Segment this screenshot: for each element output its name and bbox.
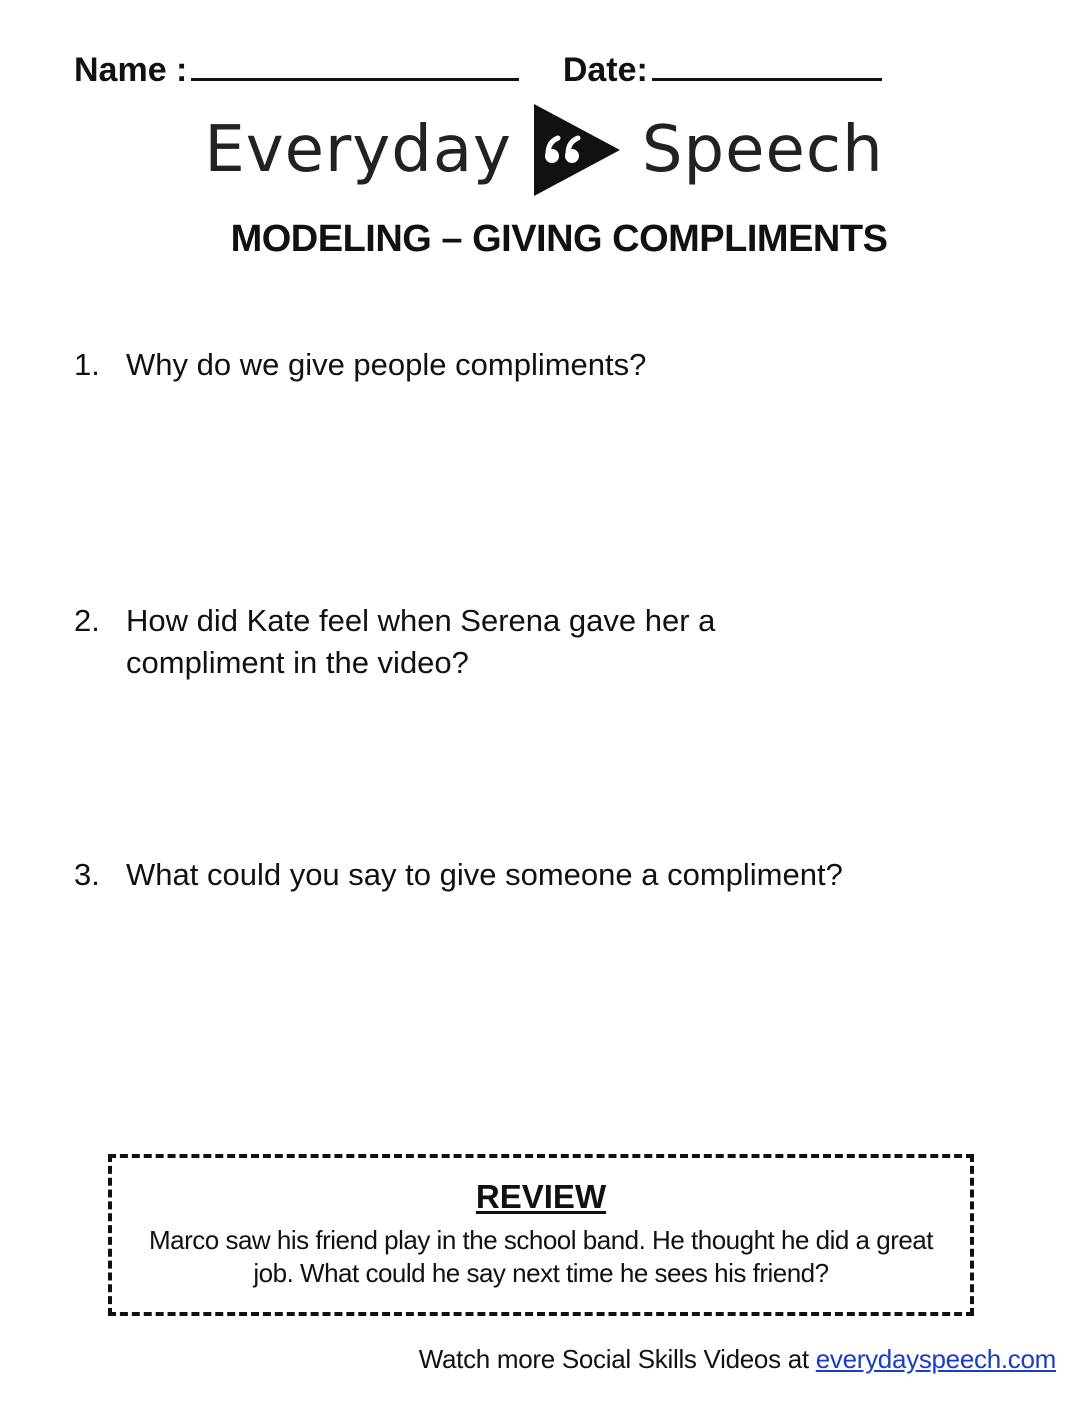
question-number: 1.	[74, 347, 100, 382]
footer-text: Watch more Social Skills Videos at	[418, 1344, 816, 1374]
review-text: Marco saw his friend play in the school band. He thought he did a great job. What could he say next time he sees his friend?	[149, 1225, 933, 1288]
question-number: 2.	[74, 603, 100, 638]
play-quote-icon	[534, 104, 620, 196]
question-2	[74, 600, 834, 684]
question-text: What could you say to give someone a compliment?	[126, 857, 843, 892]
worksheet-title: MODELING – GIVING COMPLIMENTS	[230, 218, 888, 260]
name-blank-line[interactable]	[191, 48, 519, 81]
header-fields	[74, 48, 882, 90]
logo-word-right: Speech	[641, 113, 884, 187]
question-number: 3.	[74, 857, 100, 892]
footer	[419, 1344, 1056, 1375]
review-box	[108, 1154, 974, 1316]
date-blank-line[interactable]	[652, 48, 882, 81]
name-field[interactable]	[74, 48, 519, 90]
date-label: Date:	[562, 51, 648, 89]
name-label: Name :	[74, 51, 188, 89]
footer-link[interactable]: everydayspeech.com	[815, 1344, 1056, 1374]
question-1	[74, 344, 974, 386]
logo-word-left: Everyday	[204, 113, 512, 187]
everyday-speech-logo	[0, 104, 1088, 196]
question-3	[74, 854, 974, 896]
question-text: Why do we give people compliments?	[126, 347, 647, 382]
question-text: How did Kate feel when Serena gave her a compliment in the video?	[126, 603, 716, 680]
review-title: REVIEW	[475, 1178, 607, 1215]
date-field[interactable]	[563, 48, 882, 90]
